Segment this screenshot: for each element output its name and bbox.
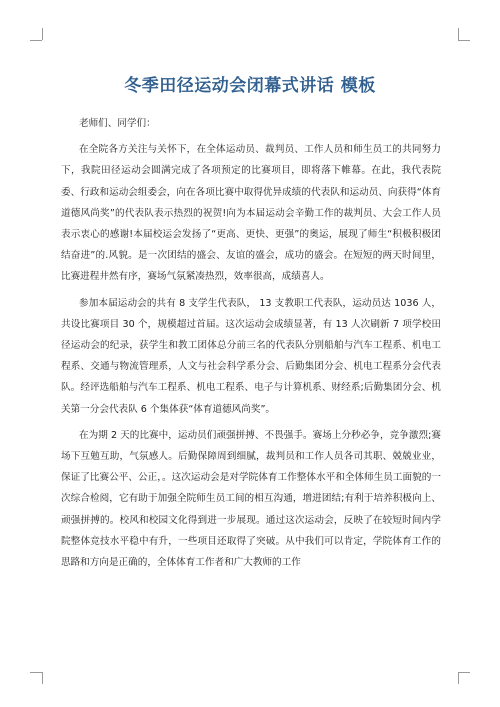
crop-mark-top-right-v (458, 28, 459, 40)
crop-mark-bottom-left-v (42, 672, 43, 684)
document-body (61, 113, 441, 573)
paragraph-3: 在为期 2 天的比赛中，运动员们顽强拼搏、不畏强手。赛场上分秒必争，竞争激烈;赛场下互勉互助，气氛感人。后勤保障周到细腻，裁判员和工作人员各司其职、兢兢业业，保证了比赛公平、公正，。这次运动会是对学院体育工作整体水平和全体师生员工面貌的一次综合检阅，它有助于加强全院师生员工间的相互沟通，增进团结;有利于培养积极向上、顽强拼搏的。校风和校园文化得到进一步展现。通过这次运动会，反映了在较短时间内学院整体竞技水平稳中有升，一些项目还取得了突破。从中我们可以肯定，学院体育工作的思路和方向是正确的，全体体育工作者和广大教师的工作 (61, 429, 441, 569)
greeting: 老师们、同学们： (79, 118, 156, 129)
crop-mark-bottom-right-v (458, 672, 459, 684)
paragraph-2: 参加本届运动会的共有 8 支学生代表队， 13 支教职工代表队，运动员达 1036 人，共设比赛项目 30 个，规模超过首届。这次运动会成绩显著，有 13 人次刷新 7 项学校田径运动会的纪录，获学生和教工团体总分前三名的代表队分别船舶与汽车工程系、机电工程系、交通与物流管理系，人文与社会科学系分会、后勤集团分会、机电工程系分会代表队。经评选船舶与汽车工程系、机电工程系、电子与计算机系、财经系;后勤集团分会、机关第一分会代表队 6 个集体获“体育道德风尚奖”。 (61, 297, 441, 415)
paragraph-1: 在全院各方关注与关怀下，在全体运动员、裁判员、工作人员和师生员工的共同努力下，我院田径运动会圆满完成了各项预定的比赛项目，即将落下帷幕。在此，我代表院委、行政和运动会组委会，向在各项比赛中取得优异成绩的代表队和运动员、向获得“体育道德风尚奖”的代表队表示热烈的祝贺!向为本届运动会辛勤工作的裁判员、大会工作人员表示衷心的感谢!本届校运会发扬了“更高、更快、更强”的奥运，展现了师生“积极积极团结奋进”的.风貌。是一次团结的盛会、友谊的盛会，成功的盛会。在短短的两天时间里，比赛进程井然有序，赛场气氛紧凑热烈，效率很高，成绩喜人。 (61, 144, 441, 283)
crop-mark-top-left-h (30, 40, 42, 41)
document-title: 冬季田径运动会闭幕式讲话 模板 (124, 76, 376, 97)
crop-mark-bottom-right-h (458, 672, 470, 673)
crop-mark-top-left-v (42, 28, 43, 40)
crop-mark-bottom-left-h (30, 672, 42, 673)
crop-mark-top-right-h (458, 40, 470, 41)
